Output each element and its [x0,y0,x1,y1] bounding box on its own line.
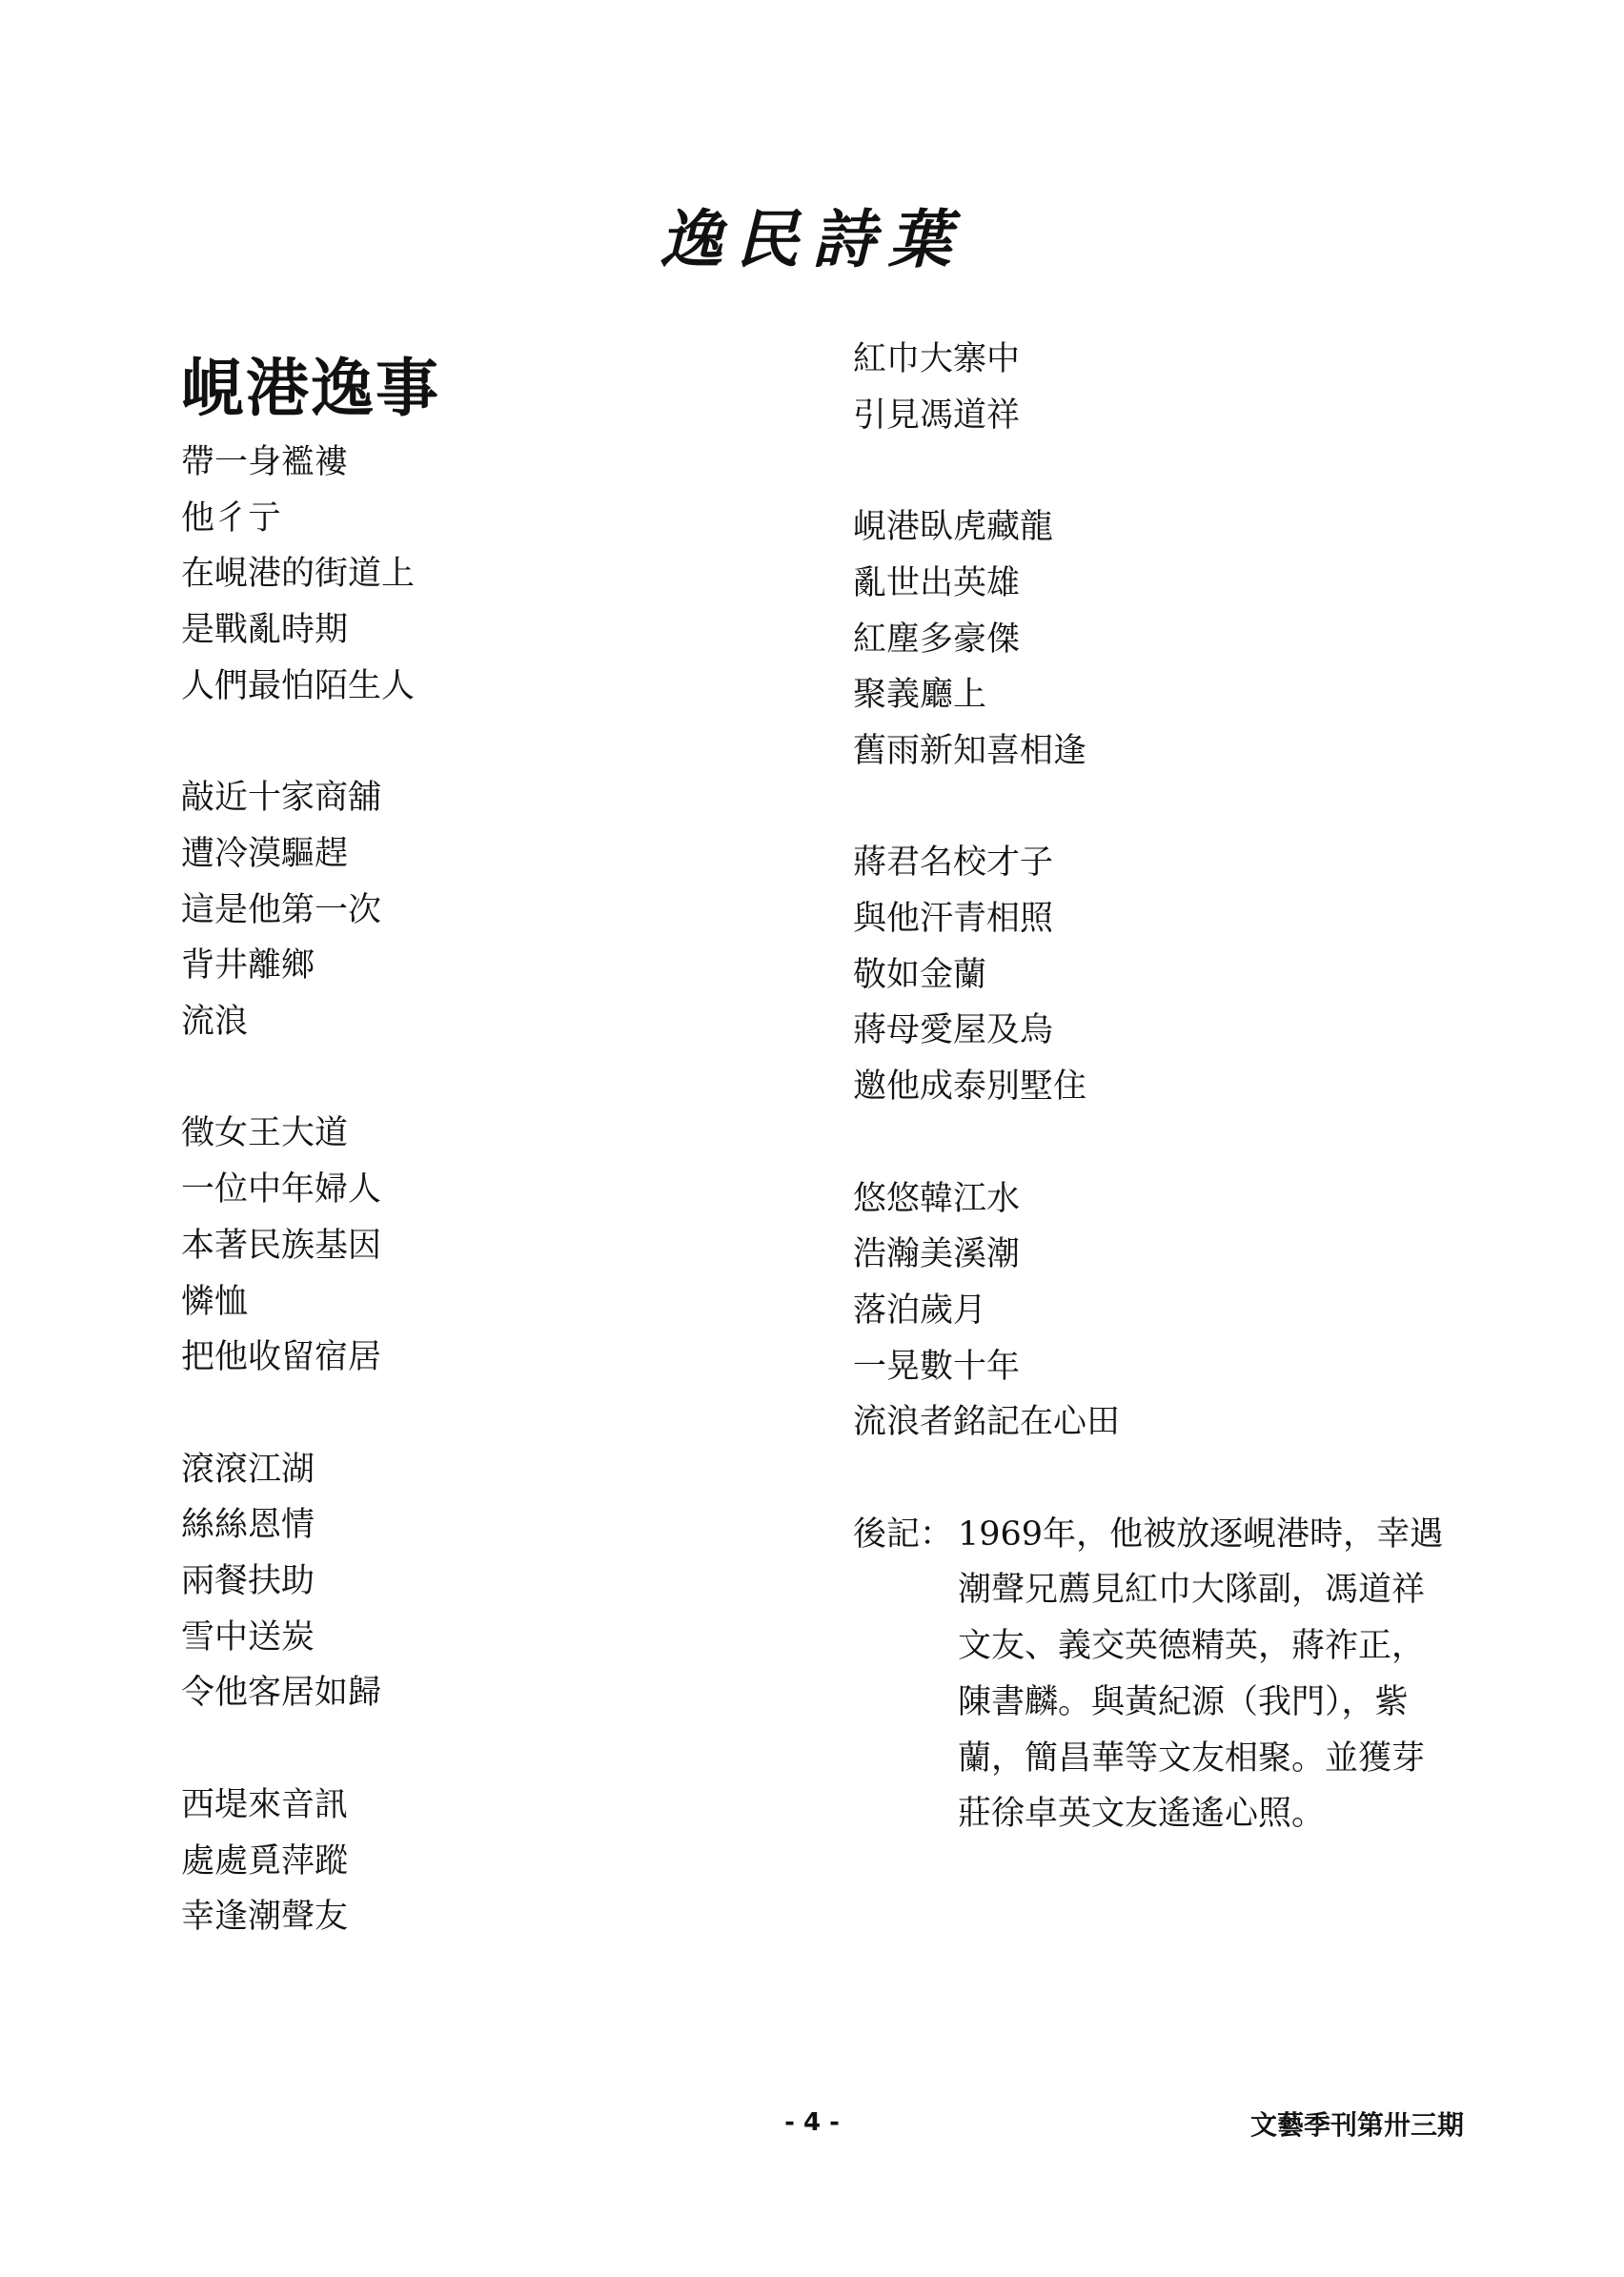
afterword-line: 1969年，他被放逐峴港時，幸遇 [958,1515,1444,1554]
poem-line: 悠悠韓江水 [853,1179,1021,1218]
poem-line: 一位中年婦人 [181,1170,382,1210]
afterword-line: 潮聲兄薦見紅巾大隊副，馮道祥 [958,1571,1426,1610]
page-number: - 4 - [784,2108,840,2137]
poem-left-column [181,435,772,2002]
poem-line: 西堤來音訊 [181,1785,349,1824]
stanza [181,435,772,715]
poem-line: 紅塵多豪傑 [853,620,1021,659]
poem-line: 把他收留宿居 [181,1338,382,1377]
stanza [181,770,772,1050]
poem-line: 蔣君名校才子 [853,844,1054,883]
stanza [853,835,1463,1115]
afterword-label: 後記： [853,1515,954,1554]
poem-title: 峴港逸事 [181,351,440,425]
poem-line: 他彳亍 [181,498,282,538]
afterword-line: 文友、義交英德精英，蔣祚正， [958,1627,1426,1666]
poem-line: 蔣母愛屋及烏 [853,1011,1054,1050]
poem-line: 舊雨新知喜相逢 [853,731,1087,770]
poem-line: 與他汗青相照 [853,900,1054,938]
stanza [853,499,1463,780]
poem-line: 滾滾江湖 [181,1450,315,1489]
poem-line: 令他客居如歸 [181,1674,382,1713]
poem-line: 邀他成泰別墅住 [853,1067,1087,1107]
stanza [181,1442,772,1722]
journal-name: 文藝季刊第卅三期 [1249,2109,1464,2141]
poem-line: 背井離鄉 [181,946,315,986]
poem-line: 浩瀚美溪潮 [853,1235,1021,1274]
afterword-line: 陳書麟。與黃紀源（我門），紫 [958,1682,1409,1721]
poem-line: 本著民族基因 [181,1226,382,1265]
poem-line: 是戰亂時期 [181,611,349,650]
poem-line: 雪中送炭 [181,1617,315,1657]
poem-line: 峴港臥虎藏龍 [853,508,1054,547]
poem-line: 敲近十家商舖 [181,779,382,818]
poem-line: 紅巾大寨中 [853,340,1021,378]
afterword-line: 莊徐卓英文友遙遙心照。 [958,1795,1326,1834]
poem-right-column [853,332,1463,1842]
stanza [853,1171,1463,1452]
poem-line: 落泊歲月 [853,1291,987,1330]
poem-line: 兩餐扶助 [181,1562,315,1601]
poem-line: 人們最怕陌生人 [181,666,416,705]
page-header-title: 逸民詩葉 [660,202,964,276]
poem-line: 憐恤 [181,1282,249,1321]
poem-line: 徵女王大道 [181,1114,349,1153]
poem-line: 這是他第一次 [181,890,382,929]
poem-line: 引見馮道祥 [853,396,1021,435]
afterword-line: 蘭，簡昌華等文友相聚。並獲芽 [958,1738,1426,1778]
poem-line: 亂世出英雄 [853,563,1021,602]
poem-line: 處處覓萍蹤 [181,1841,349,1881]
stanza [181,1106,772,1386]
afterword [853,1507,1463,1842]
poem-line: 敬如金蘭 [853,955,987,994]
stanza [853,332,1463,443]
poem-line: 絲絲恩情 [181,1506,315,1545]
poem-line: 聚義廳上 [853,676,987,715]
poem-line: 幸逢潮聲友 [181,1898,349,1937]
poem-line: 帶一身襤褸 [181,443,349,481]
poem-line: 在峴港的街道上 [181,555,416,594]
poem-line: 流浪 [181,1003,249,1042]
poem-line: 遭冷漠驅趕 [181,834,349,873]
stanza [181,1778,772,1945]
poem-line: 流浪者銘記在心田 [853,1403,1121,1442]
poem-line: 一晃數十年 [853,1347,1021,1386]
